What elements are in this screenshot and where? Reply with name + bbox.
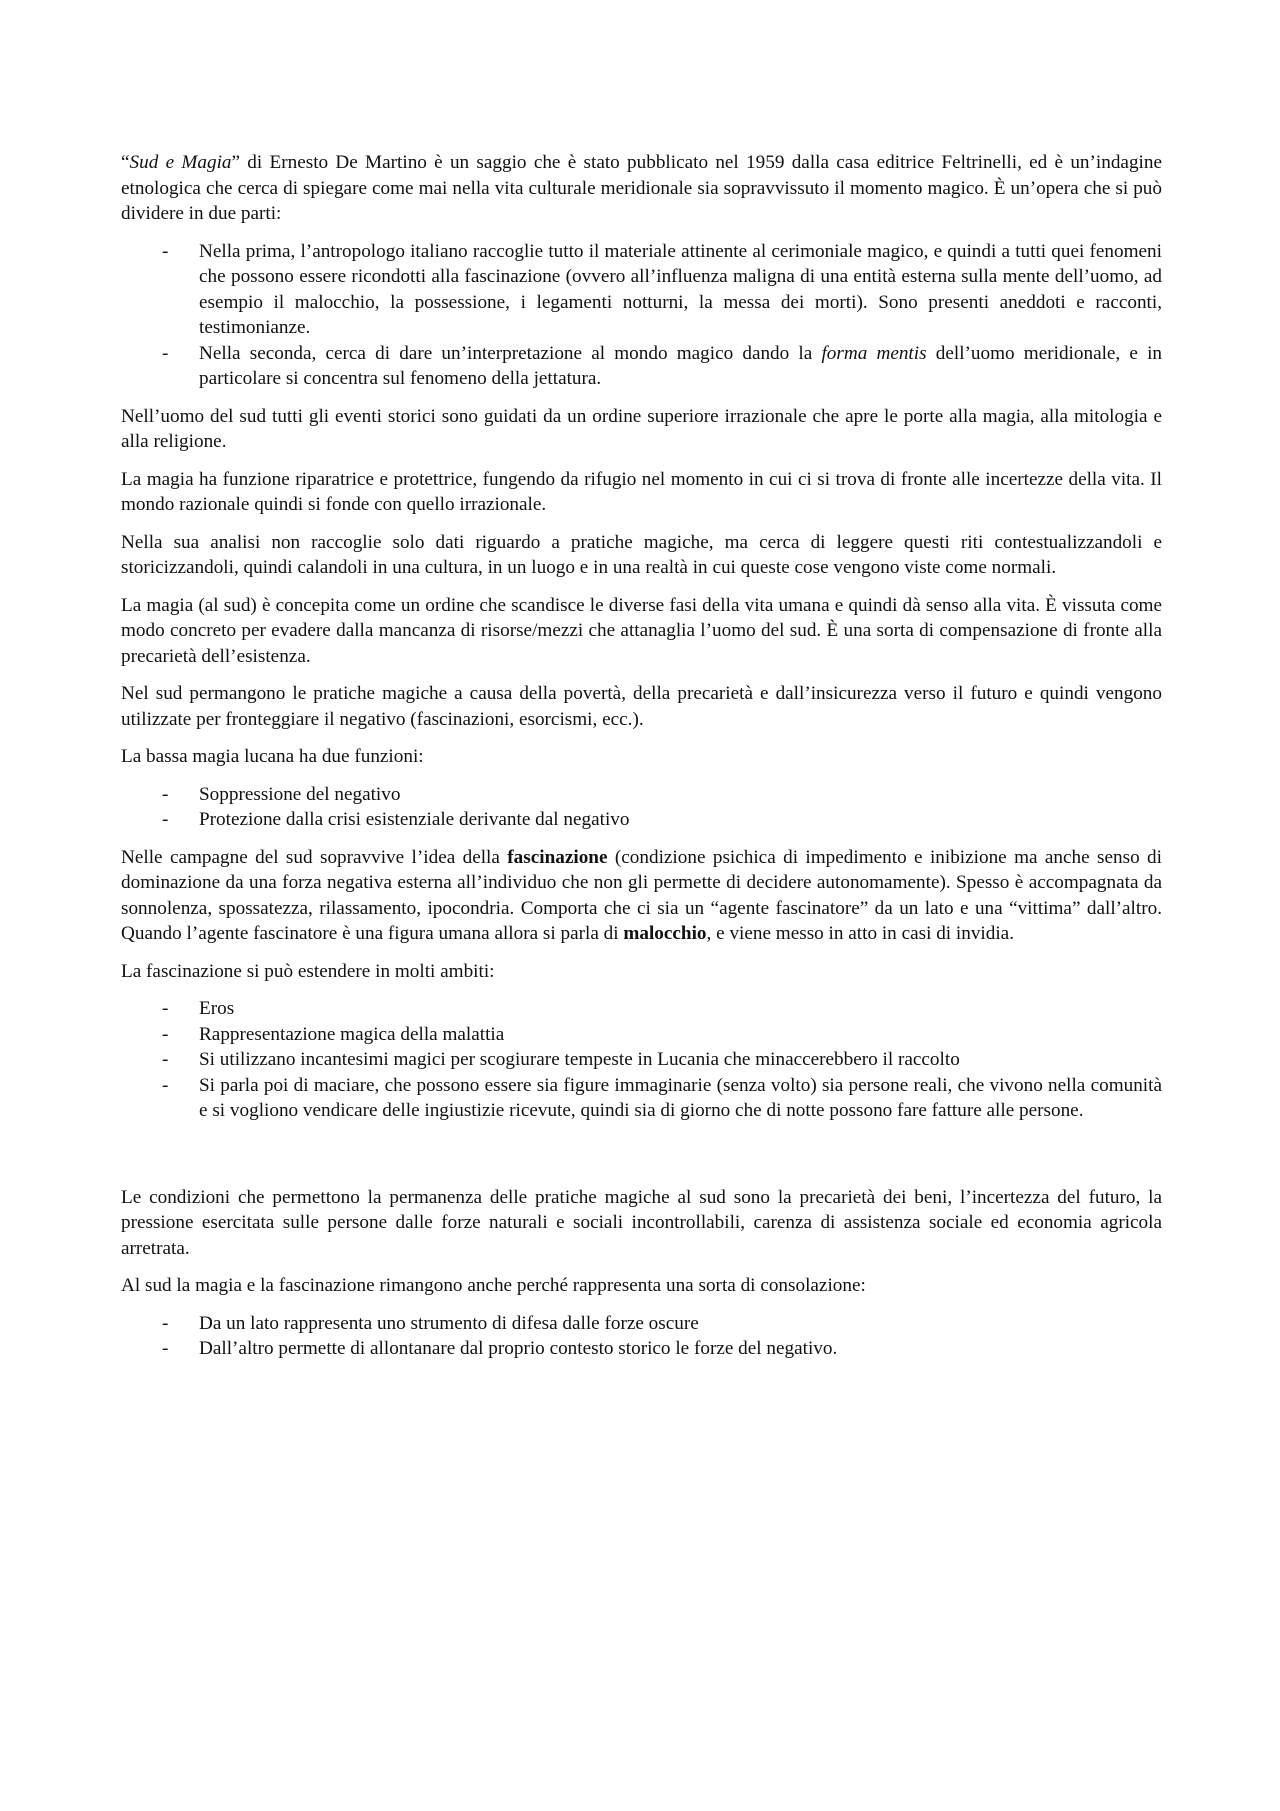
text-run: , e viene messo in atto in casi di invidia. [706,923,1014,944]
open-quote: “ [121,152,130,173]
list-item-text: Rappresentazione magica della malattia [199,1023,505,1045]
list-item-text: Si utilizzano incantesimi magici per scogiurare tempeste in Lucania che minaccerebbero il raccolto [199,1049,960,1070]
document-page [121,150,1162,1374]
list-item [121,996,1162,1022]
list-item-text: Eros [199,998,235,1019]
bullet-dash: - [162,1074,169,1096]
list-item [121,239,1162,341]
list-item-text: Nella seconda, cerca di dare un’interpretazione al mondo magico dando la [199,342,822,364]
bullet-dash: - [162,809,169,830]
list-item-text: Dall’altro permette di allontanare dal proprio contesto storico le forze del negativo. [199,1338,838,1359]
list-item-text: Soppressione del negativo [199,783,401,805]
bullet-dash: - [162,342,169,364]
list-item [121,1022,1162,1048]
bullet-dash: - [162,1338,169,1359]
consolazione-list [121,1311,1162,1362]
list-item [121,807,1162,833]
parts-list [121,239,1162,392]
italic-term: forma mentis [821,342,927,364]
list-item-text: Protezione dalla crisi esistenziale derivante dal negativo [199,809,630,830]
paragraph: La magia ha funzione riparatrice e protettrice, fungendo da rifugio nel momento in cui ci si trova di fronte alle incertezze della vita. Il mondo razionale quindi si fonde con quello irrazionale. [121,468,1162,515]
paragraph: Nel sud permangono le pratiche magiche a causa della povertà, della precarietà e dall’insicurezza verso il futuro e quindi vengono utilizzate per fronteggiare il negativo (fascinazioni, esorcismi, ecc.). [121,683,1162,730]
list-item [121,782,1162,808]
paragraph: La bassa magia lucana ha due funzioni: [121,746,424,767]
paragraph: Nell’uomo del sud tutti gli eventi storici sono guidati da un ordine superiore irrazionale che apre le porte alla magia, alla mitologia e alla religione. [121,405,1162,452]
list-item [121,1336,1162,1362]
list-item-text: dell’uomo meridionale, e in particolare si concentra sul fenomeno della jettatura. [199,342,1163,389]
list-item-text: Nella prima, l’antropologo italiano raccoglie tutto il materiale attinente al cerimoniale magico, e quindi a tutti quei fenomeni che possono essere ricondotti alla fascinazione (ovvero all’influenza maligna di una entità esterna sulla mente dell’uomo, ad esempio il malocchio, la possessione, i legamenti notturni, la messa dei morti). Sono presenti aneddoti e racconti, testimonianze. [199,240,1162,338]
intro-text: ” di Ernesto De Martino è un saggio che è stato pubblicato nel 1959 dalla casa editrice Feltrinelli, ed è un’indagine etnologica che cerca di spiegare come mai nella vita culturale meridionale sia sopravvissuto il momento magico. È un’opera che si può dividere in due parti: [121,152,1162,224]
paragraph: La magia (al sud) è concepita come un ordine che scandisce le diverse fasi della vita umana e quindi dà senso alla vita. È vissuta come modo concreto per evadere dalla mancanza di risorse/mezzi che attanaglia l’uomo del sud. È una sorta di compensazione di fronte alla precarietà dell’esistenza. [121,594,1162,667]
book-title: Sud e Magia [129,152,232,173]
bold-term: fascinazione [507,846,608,868]
bullet-dash: - [162,1312,169,1334]
paragraph: Nella sua analisi non raccoglie solo dati riguardo a pratiche magiche, ma cerca di leggere questi riti contestualizzandoli e storicizzandoli, quindi calandoli in una cultura, in un luogo e in una realtà in cui queste cose vengono viste come normali. [121,531,1162,578]
paragraph: Al sud la magia e la fascinazione rimangono anche perché rappresenta una sorta di consolazione: [121,1275,866,1296]
list-item-text: Da un lato rappresenta uno strumento di difesa dalle forze oscure [199,1312,699,1334]
bullet-dash: - [162,998,169,1019]
text-run: Nelle campagne del sud sopravvive l’idea della [121,846,508,868]
functions-list [121,782,1162,833]
list-item [121,1047,1162,1073]
intro-paragraph [121,150,1162,227]
fascinazione-paragraph [121,845,1162,947]
bullet-dash: - [162,240,169,262]
list-item [121,1073,1162,1124]
bold-term: malocchio [623,923,707,944]
text-run: (condizione psichica di impedimento e inibizione ma anche senso di dominazione da una forza negativa esterna all’individuo che non gli permette di decidere autonomamente). Spesso è accompagnata da sonnolenza, spossatezza, rilassamento, ipocondria. Comporta che ci sia un “agente fascinatore” da un lato e una “vittima” dall’altro. Quando l’agente fascinatore è una figura umana allora si parla di [121,846,1162,944]
bullet-dash: - [162,1049,169,1070]
list-item-text: Si parla poi di maciare, che possono essere sia figure immaginarie (senza volto) sia persone reali, che vivono nella comunità e si vogliono vendicare delle ingiustizie ricevute, quindi sia di giorno che di notte possono fare fatture alle persone. [199,1074,1162,1121]
paragraph: La fascinazione si può estendere in molti ambiti: [121,960,495,982]
bullet-dash: - [162,1023,169,1045]
paragraph: Le condizioni che permettono la permanenza delle pratiche magiche al sud sono la precarietà dei beni, l’incertezza del futuro, la pressione esercitata sulle persone dalle forze naturali e sociali incontrollabili, carenza di assistenza sociale ed economia agricola arretrata. [121,1186,1162,1259]
ambiti-list [121,996,1162,1124]
bullet-dash: - [162,783,169,805]
blank-space [121,1136,1162,1185]
list-item [121,1311,1162,1337]
list-item [121,341,1162,392]
